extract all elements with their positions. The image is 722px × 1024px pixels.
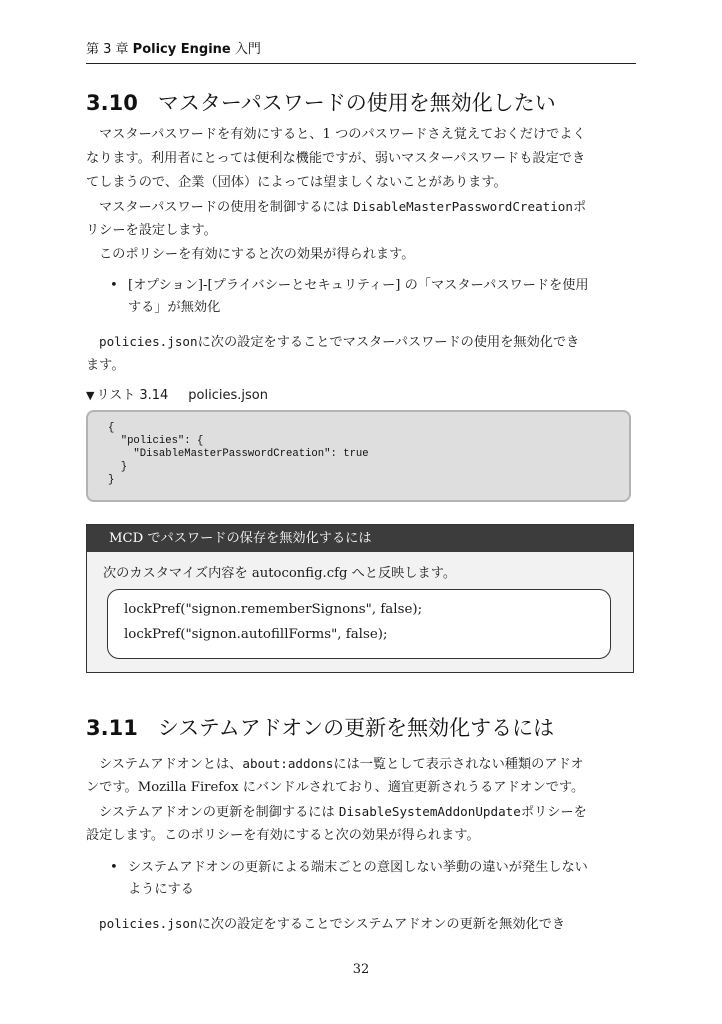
- bullet-icon: •: [110, 860, 118, 875]
- triangle-down-icon: ▼: [86, 389, 95, 402]
- paragraph: 設定します。このポリシーを有効にすると次の効果が得られます。: [86, 828, 480, 843]
- bullet-icon: •: [110, 278, 118, 293]
- list-item-text: [オプション]-[プライバシーとセキュリティー] の「マスターパスワードを使用: [128, 278, 589, 293]
- chapter-title: Policy Engine: [132, 42, 231, 57]
- chapter-prefix: 第 3 章: [86, 42, 133, 57]
- section-number: 3.11: [86, 716, 138, 740]
- tip-box: [86, 524, 634, 673]
- chapter-suffix: 入門: [230, 42, 261, 57]
- text-run: ポ: [572, 200, 587, 215]
- text-run: マスターパスワードの使用を制御するには: [99, 200, 354, 215]
- paragraph: てしまうので、企業（団体）によっては望ましくないことがあります。: [86, 175, 507, 190]
- paragraph: [86, 800, 636, 825]
- code-listing: [86, 410, 631, 502]
- filename-code: policies.json: [99, 916, 198, 931]
- list-item-text: ようにする: [128, 882, 194, 897]
- section-title: マスターパスワードの使用を無効化したい: [157, 91, 556, 115]
- paragraph: リシーを設定します。: [86, 223, 217, 238]
- list-item-text: する」が無効化: [128, 300, 221, 315]
- policy-name: DisableMasterPasswordCreation: [353, 199, 573, 214]
- text-run: に次の設定をすることでマスターパスワードの使用を無効化でき: [197, 335, 580, 350]
- paragraph: ンです。Mozilla Firefox にバンドルされており、適宜更新されうるアドオンです。: [86, 780, 585, 795]
- text-run: システムアドオンの更新を制御するには: [99, 805, 339, 820]
- paragraph: [86, 752, 636, 777]
- running-header: [86, 38, 636, 64]
- inline-code: about:addons: [242, 756, 334, 771]
- policy-name: DisableSystemAddonUpdate: [338, 804, 521, 819]
- listing-filename: policies.json: [188, 388, 268, 403]
- filename-code: policies.json: [99, 334, 198, 349]
- paragraph: マスターパスワードを有効にすると、1 つのパスワードさえ覚えておくだけでよく: [99, 127, 586, 142]
- page-number: 32: [352, 962, 370, 977]
- tip-title: MCD でパスワードの保存を無効化するには: [87, 525, 633, 552]
- paragraph: [86, 330, 636, 355]
- listing-label: リスト 3.14: [96, 388, 169, 403]
- tip-body: 次のカスタマイズ内容を autoconfig.cfg へと反映します。: [103, 566, 457, 581]
- section-number: 3.10: [86, 91, 138, 115]
- section-3-10-heading: [86, 87, 556, 117]
- text-run: ポリシーを: [520, 805, 587, 820]
- text-run: システムアドオンとは、: [99, 757, 243, 772]
- list-item-text: システムアドオンの更新による端末ごとの意図しない挙動の違いが発生しない: [128, 860, 588, 875]
- paragraph: このポリシーを有効にすると次の効果が得られます。: [99, 247, 415, 262]
- code-content: { "policies": { "DisableMasterPasswordCreation": true } }: [108, 422, 369, 486]
- tip-code-box: [107, 589, 611, 659]
- text-run: に次の設定をすることでシステムアドオンの更新を無効化でき: [197, 917, 566, 932]
- section-title: システムアドオンの更新を無効化するには: [157, 716, 555, 740]
- tip-code-line: lockPref("signon.autofillForms", false);: [124, 627, 388, 642]
- paragraph: [86, 912, 636, 937]
- section-3-11-heading: [86, 712, 554, 742]
- text-run: には一覧として表示されない種類のアドオ: [333, 757, 584, 772]
- paragraph: ます。: [86, 358, 125, 373]
- paragraph: [86, 195, 636, 220]
- listing-caption: [86, 384, 268, 403]
- paragraph: なります。利用者にとっては便利な機能ですが、弱いマスターパスワードも設定でき: [86, 151, 586, 166]
- tip-code-line: lockPref("signon.rememberSignons", false);: [124, 602, 423, 617]
